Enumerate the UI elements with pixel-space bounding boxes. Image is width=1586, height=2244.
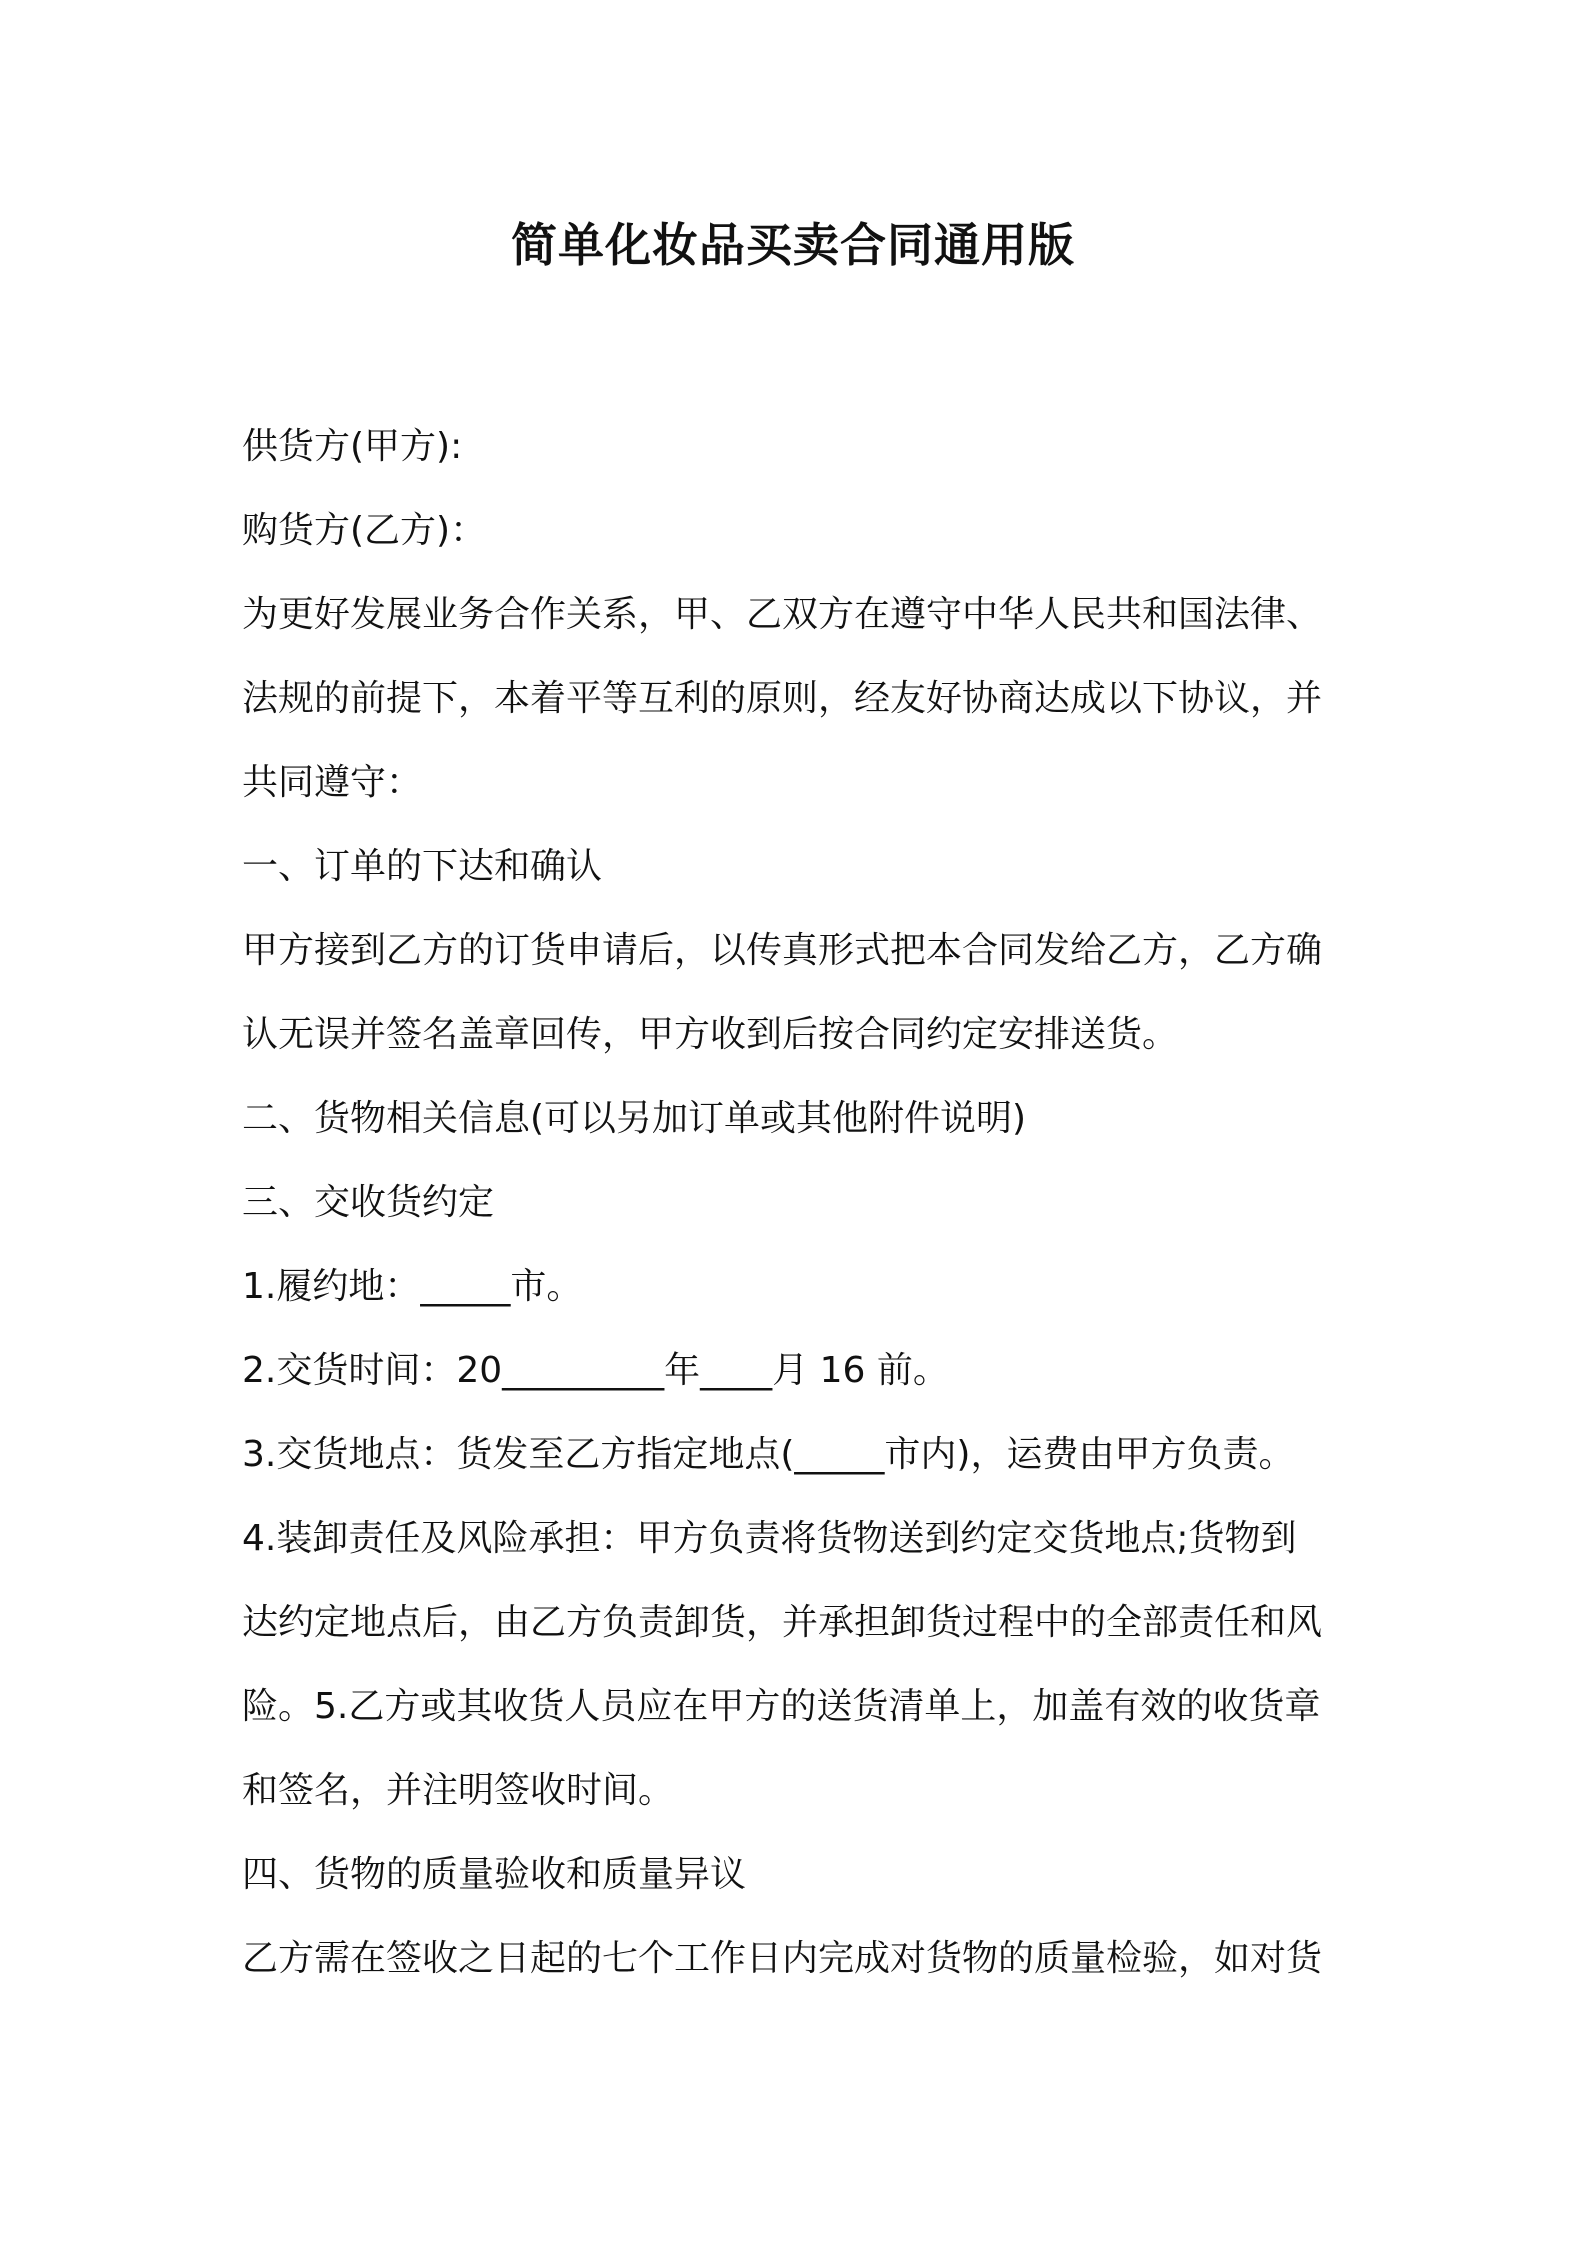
clause-3-4-line-2: 达约定地点后，由乙方负责卸货，并承担卸货过程中的全部责任和风: [242, 1602, 1323, 1643]
clause-3-4-line-1: 4.装卸责任及风险承担：甲方负责将货物送到约定交货地点;货物到: [242, 1518, 1297, 1559]
section-4-line-1: 乙方需在签收之日起的七个工作日内完成对货物的质量检验，如对货: [242, 1938, 1323, 1979]
section-heading-4: 四、货物的质量验收和质量异议: [242, 1854, 747, 1895]
preamble-line-1: 为更好发展业务合作关系，甲、乙双方在遵守中华人民共和国法律、: [242, 594, 1323, 635]
preamble-line-3: 共同遵守：: [242, 762, 423, 803]
document-body: [242, 405, 1352, 2001]
section-1-line-2: 认无误并签名盖章回传，甲方收到后按合同约定安排送货。: [242, 1014, 1179, 1055]
clause-3-5-line: 和签名，并注明签收时间。: [242, 1770, 675, 1811]
clause-3-1: 1.履约地：_____市。: [242, 1266, 583, 1307]
clause-3-4-line-3: 险。5.乙方或其收货人员应在甲方的送货清单上，加盖有效的收货章: [242, 1686, 1321, 1727]
clause-3-3: 3.交货地点：货发至乙方指定地点(_____市内)，运费由甲方负责。: [242, 1434, 1295, 1475]
section-heading-2: 二、货物相关信息(可以另加订单或其他附件说明): [242, 1098, 1027, 1139]
section-heading-3: 三、交收货约定: [242, 1182, 495, 1223]
preamble-line-2: 法规的前提下，本着平等互利的原则，经友好协商达成以下协议，并: [242, 678, 1323, 719]
section-heading-1: 一、订单的下达和确认: [242, 846, 603, 887]
section-1-line-1: 甲方接到乙方的订货申请后，以传真形式把本合同发给乙方，乙方确: [242, 930, 1323, 971]
buyer-line: 购货方(乙方)：: [242, 510, 487, 551]
document-title: 简单化妆品买卖合同通用版: [511, 218, 1075, 272]
supplier-line: 供货方(甲方):: [242, 426, 463, 467]
clause-3-2: 2.交货时间：20_________年____月 16 前。: [242, 1350, 949, 1391]
